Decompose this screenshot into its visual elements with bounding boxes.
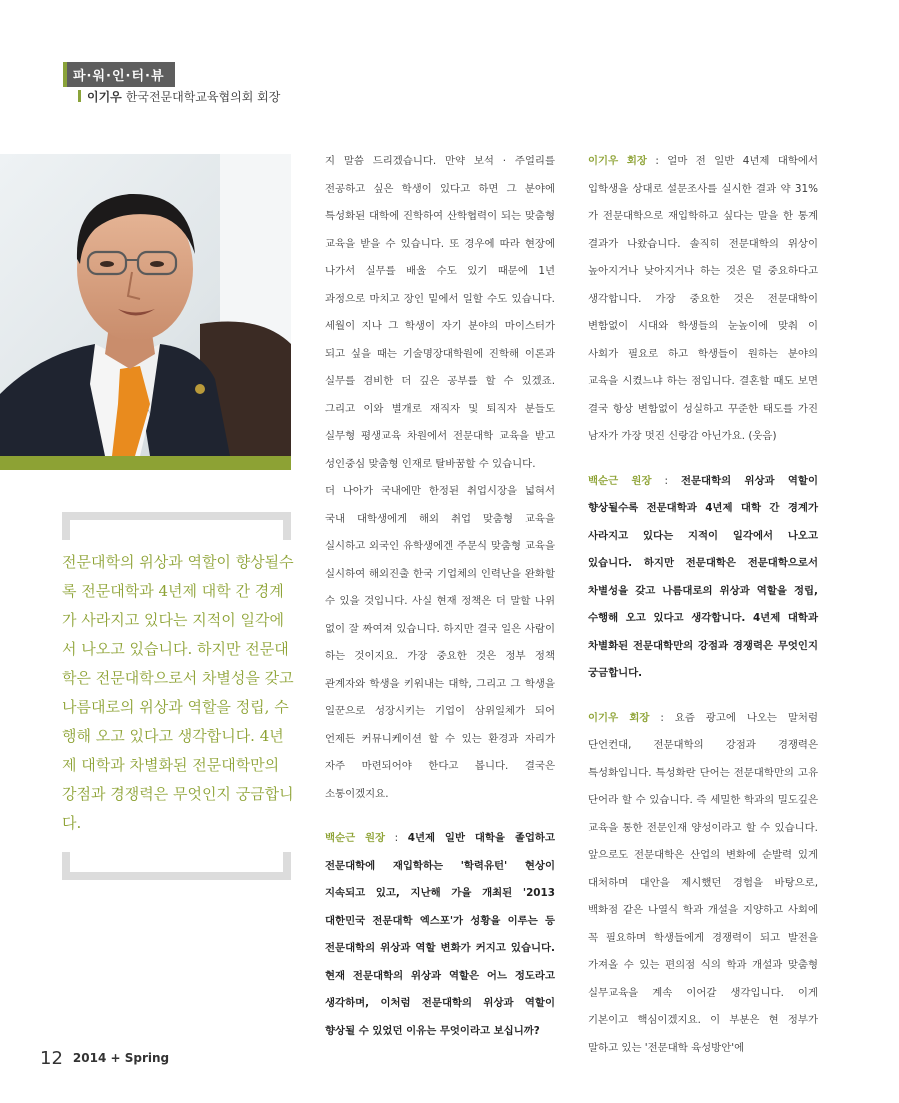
answer-paragraph: 이기우 회장 : 요즘 광고에 나오는 말처럼 단언컨대, 전문대학의 강점과 경쟁력은 특성화입니다. 특성화란 단어는 전문대학만의 고유 단어라 할 수 있습니다. 즉 세밀한 학과의 밀도깊은 교육을 통한 전문인재 양성이라고 할 수 있습니다. 앞으로도 전문대학은 산업의 변화에 순발력 있게 대처하며 대안을 제시했던 경험을 바탕으로, 백화점 같은 나열식 학과 개설을 지양하고 사회에 꼭 필요하며 학생들에게 경쟁력이 되고 발전을 가져올 수 있는 편의점 식의 학과 개설과 맞춤형 실무교육을 계속 이어갈 생각입니다. 이게 기본이고 핵심이겠지요. 이 부분은 현 정부가 말하고 있는 '전문대학 육성방안'에 [588, 711, 818, 1054]
column-2 [588, 148, 818, 1062]
column-1 [325, 148, 555, 1045]
page-number: 12 [40, 1048, 63, 1069]
paragraph: 더 나아가 국내에만 한정된 취업시장을 넓혀서 국내 대학생에게 해외 취업 맞춤형 교육을 실시하고 외국인 유학생에겐 주문식 맞춤형 교육을 실시하여 해외진출 한국 기업체의 인력난을 완화할 수 있을 것입니다. 사실 현재 정책은 더 말할 나위 없이 잘 짜여져 있습니다. 하지만 결국 일은 사람이 하는 것이지요. 가장 중요한 것은 정부 정책 관계자와 학생을 키워내는 대학, 그리고 그 학생을 일꾼으로 성장시키는 기업이 삼위일체가 되어 언제든 커뮤니케이션 할 수 있는 환경과 자리가 자주 마련되어야 한다고 봅니다. 결국은 소통이겠지요. [325, 485, 555, 800]
interviewee-line [78, 88, 280, 105]
speaker-label: 이기우 회장 [588, 711, 650, 724]
frame-top-left [62, 512, 70, 540]
answer-text: 요즘 광고에 나오는 말처럼 단언컨대, 전문대학의 강점과 경쟁력은 특성화입니다. 특성화란 단어는 전문대학만의 고유 단어라 할 수 있습니다. 즉 세밀한 학과의 밀도깊은 교육을 통한 전문인재 양성이라고 할 수 있습니다. 앞으로도 전문대학은 산업의 변화에 순발력 있게 대처하며 대안을 제시했던 경험을 바탕으로, 백화점 같은 나열식 학과 개설을 지양하고 사회에 꼭 필요하며 학생들에게 경쟁력이 되고 발전을 가져올 수 있는 편의점 식의 학과 개설과 맞춤형 실무교육을 계속 이어갈 생각입니다. 이게 기본이고 핵심이겠지요. 이 부분은 현 정부가 말하고 있는 '전문대학 육성방안'에 [588, 711, 818, 1054]
question-text: 전문대학의 위상과 역할이 향상될수록 전문대학과 4년제 대학 간 경계가 사라지고 있다는 지적이 일각에서 나오고 있습니다. 하지만 전문대학은 전문대학으로서 차별성을 갖고 나름대로의 위상과 역할을 정립, 수행해 오고 있다고 생각합니다. 4년제 대학과 차별화된 전문대학만의 강점과 경쟁력은 무엇인지 궁금합니다. [588, 474, 818, 679]
question-paragraph: 백순근 원장 : 전문대학의 위상과 역할이 향상될수록 전문대학과 4년제 대학 간 경계가 사라지고 있다는 지적이 일각에서 나오고 있습니다. 하지만 전문대학은 전문대학으로서 차별성을 갖고 나름대로의 위상과 역할을 정립, 수행해 오고 있다고 생각합니다. 4년제 대학과 차별화된 전문대학만의 강점과 경쟁력은 무엇인지 궁금합니다. [588, 474, 818, 679]
question-text: 4년제 일반 대학을 졸업하고 전문대학에 재입학하는 '학력유턴' 현상이 지속되고 있고, 지난해 가을 개최된 '2013 대한민국 전문대학 엑스포'가 성황을 이루는 등 전문대학의 위상과 역할 변화가 커지고 있습니다. 현재 전문대학의 위상과 역할은 어느 정도라고 생각하며, 이처럼 전문대학의 위상과 역할이 향상될 수 있었던 이유는 무엇이라고 보십니까? [325, 832, 555, 1037]
issue-label: 2014 + Spring [72, 1051, 170, 1065]
frame-bottom-left [62, 852, 70, 880]
speaker-label: 백순근 원장 [588, 474, 652, 487]
frame-top-right [283, 512, 291, 540]
question-paragraph: 백순근 원장 : 4년제 일반 대학을 졸업하고 전문대학에 재입학하는 '학력유턴' 현상이 지속되고 있고, 지난해 가을 개최된 '2013 대한민국 전문대학 엑스포'가 성황을 이루는 등 전문대학의 위상과 역할 변화가 커지고 있습니다. 현재 전문대학의 위상과 역할은 어느 정도라고 생각하며, 이처럼 전문대학의 위상과 역할이 향상될 수 있었던 이유는 무엇이라고 보십니까? [325, 832, 555, 1037]
frame-bottom-right [283, 852, 291, 880]
section-tag: 파·워·인·터·뷰 [63, 62, 175, 87]
speaker-label: 백순근 원장 [325, 832, 386, 844]
pull-quote: 전문대학의 위상과 역할이 향상될수록 전문대학과 4년제 대학 간 경계가 사라지고 있다는 지적이 일각에서 나오고 있습니다. 하지만 전문대학은 전문대학으로서 차별성을 갖고 나름대로의 위상과 역할을 정립, 수행해 오고 있다고 생각합니다. 4년제 대학과 차별화된 전문대학만의 강점과 경쟁력은 무엇인지 궁금합니다. [62, 553, 294, 832]
portrait-illustration [0, 154, 291, 456]
answer-text: 얼마 전 일반 4년제 대학에서 입학생을 상대로 설문조사를 실시한 결과 약 31%가 전문대학으로 재입학하고 싶다는 말을 한 통계 결과가 나왔습니다. 솔직히 전문대학의 위상이 높아지거나 낮아지거나 하는 것은 덜 중요하다고 생각합니다. 가장 중요한 것은 전문대학이 변함없이 시대와 학생들의 눈높이에 맞춰 이 사회가 필요로 하고 학생들이 원하는 분야의 교육을 시켰느냐 하는 점입니다. 결혼할 때도 보면 결국 항상 변함없이 성실하고 꾸준한 태도를 가진 남자가 가장 멋진 신랑감 아닌가요. (웃음) [588, 155, 819, 442]
page-footer [40, 1048, 169, 1069]
photo-accent-bar [0, 456, 291, 470]
frame-top [62, 512, 291, 520]
interviewee-title: 한국전문대학교육협의회 회장 [125, 90, 281, 104]
frame-bottom [62, 872, 291, 880]
speaker-label: 이기우 회장 [588, 155, 647, 167]
interviewee-photo [0, 154, 291, 456]
interviewee-name: 이기우 [87, 90, 122, 104]
answer-paragraph: 이기우 회장 : 얼마 전 일반 4년제 대학에서 입학생을 상대로 설문조사를 실시한 결과 약 31%가 전문대학으로 재입학하고 싶다는 말을 한 통계 결과가 나왔습니다. 솔직히 전문대학의 위상이 높아지거나 낮아지거나 하는 것은 덜 중요하다고 생각합니다. 가장 중요한 것은 전문대학이 변함없이 시대와 학생들의 눈높이에 맞춰 이 사회가 필요로 하고 학생들이 원하는 분야의 교육을 시켰느냐 하는 점입니다. 결혼할 때도 보면 결국 항상 변함없이 성실하고 꾸준한 태도를 가진 남자가 가장 멋진 신랑감 아닌가요. (웃음) [588, 155, 819, 442]
accent-bar [78, 90, 81, 102]
paragraph: 지 말씀 드리겠습니다. 만약 보석 · 주얼리를 전공하고 싶은 학생이 있다고 하면 그 분야에 특성화된 대학에 진학하여 산학협력이 되는 맞춤형 교육을 받을 수 있습니다. 또 경우에 따라 현장에 나가서 실무를 배울 수도 있기 때문에 1년 과정으로 마치고 장인 밑에서 일할 수도 있습니다. 세월이 지나 그 학생이 자기 분야의 마이스터가 되고 싶을 때는 기술명장대학원에 진학해 이론과 실무를 겸비한 더 깊은 공부를 할 수 있겠죠. 그리고 이와 별개로 재직자 및 퇴직자 분들도 실무형 평생교육 차원에서 전문대학 교육을 받고 성인중심 맞춤형 인재로 탈바꿈할 수 있습니다. [325, 155, 555, 470]
